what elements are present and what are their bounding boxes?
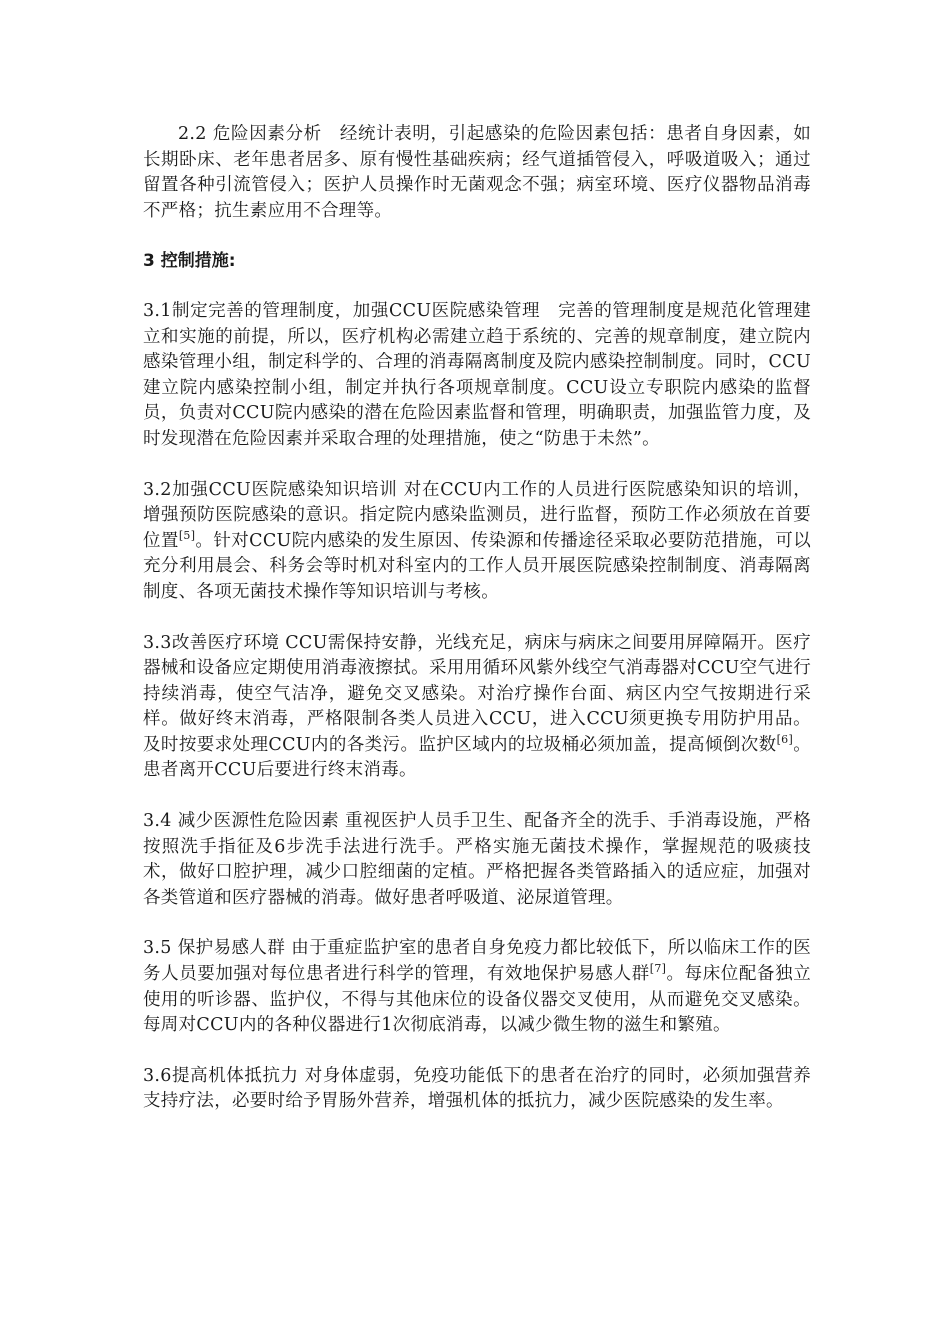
paragraph-3-2-text-b: 。针对CCU院内感染的发生原因、传染源和传播途径采取必要防范措施，可以充分利用晨会、科务会等时机对科室内的工作人员开展医院感染控制制度、消毒隔离制度、各项无菌技术操作等知识培训与考核。 bbox=[143, 530, 811, 602]
citation-7: [7] bbox=[649, 962, 667, 976]
paragraph-3-2-text-a: 3.2加强CCU医院感染知识培训 对在CCU内工作的人员进行医院感染知识的培训，增强预防医院感染的意识。指定院内感染监测员，进行监督，预防工作必须放在首要位置 bbox=[143, 479, 811, 551]
paragraph-3-3-text-b: 。患者离开CCU后要进行终末消毒。 bbox=[143, 734, 811, 781]
document-page bbox=[143, 122, 811, 1140]
paragraph-3-5-text-b: 。每床位配备独立使用的听诊器、监护仪，不得与其他床位的设备仪器交叉使用，从而避免交叉感染。每周对CCU内的各种仪器进行1次彻底消毒，以减少微生物的滋生和繁殖。 bbox=[143, 964, 811, 1036]
paragraph-3-2-training bbox=[143, 478, 811, 606]
citation-5: [5] bbox=[178, 528, 196, 542]
paragraph-3-5-text-a: 3.5 保护易感人群 由于重症监护室的患者自身免疫力都比较低下，所以临床工作的医务人员要加强对每位患者进行科学的管理，有效地保护易感人群 bbox=[143, 938, 811, 985]
paragraph-3-5-susceptible-population bbox=[143, 936, 811, 1038]
paragraph-3-6-resistance: 3.6提高机体抵抗力 对身体虚弱，免疫功能低下的患者在治疗的同时，必须加强营养支持疗法，必要时给予胃肠外营养，增强机体的抵抗力，减少医院感染的发生率。 bbox=[143, 1065, 811, 1112]
section-heading-3-control-measures: 3 控制措施: bbox=[143, 251, 236, 272]
paragraph-3-4-iatrogenic-risk: 3.4 减少医源性危险因素 重视医护人员手卫生、配备齐全的洗手、手消毒设施，严格按照洗手指征及6步洗手法进行洗手。严格实施无菌技术操作，掌握规范的吸痰技术，做好口腔护理，减少口腔细菌的定植。严格把握各类管路插入的适应症，加强对各类管道和医疗器械的消毒。做好患者呼吸道、泌尿道管理。 bbox=[143, 811, 811, 908]
paragraph-2-2-risk-factors: 2.2 危险因素分析 经统计表明，引起感染的危险因素包括：患者自身因素，如长期卧床、老年患者居多、原有慢性基础疾病；经气道插管侵入，呼吸道吸入；通过留置各种引流管侵入；医护人员操作时无菌观念不强；病室环境、医疗仪器物品消毒不严格；抗生素应用不合理等。 bbox=[143, 124, 811, 221]
paragraph-3-1-management-system: 3.1制定完善的管理制度，加强CCU医院感染管理 完善的管理制度是规范化管理建立和实施的前提，所以，医疗机构必需建立趋于系统的、完善的规章制度，建立院内感染管理小组，制定科学的、合理的消毒隔离制度及院内感染控制制度。同时，CCU建立院内感染控制小组，制定并执行各项规章制度。CCU设立专职院内感染的监督员，负责对CCU院内感染的潜在危险因素监督和管理，明确职责，加强监管力度，及时发现潜在危险因素并采取合理的处理措施，使之“防患于未然”。 bbox=[143, 300, 811, 449]
paragraph-3-3-environment bbox=[143, 631, 811, 785]
citation-6: [6] bbox=[776, 733, 794, 747]
paragraph-3-3-text-a: 3.3改善医疗环境 CCU需保持安静，光线充足，病床与病床之间要用屏障隔开。医疗器械和设备应定期使用消毒液擦拭。采用用循环风紫外线空气消毒器对CCU空气进行持续消毒，使空气洁净，避免交叉感染。对治疗操作台面、病区内空气按期进行采样。做好终末消毒，严格限制各类人员进入CCU，进入CCU须更换专用防护用品。及时按要求处理CCU内的各类污。监护区域内的垃圾桶必须加盖，提高倾倒次数 bbox=[143, 632, 811, 755]
